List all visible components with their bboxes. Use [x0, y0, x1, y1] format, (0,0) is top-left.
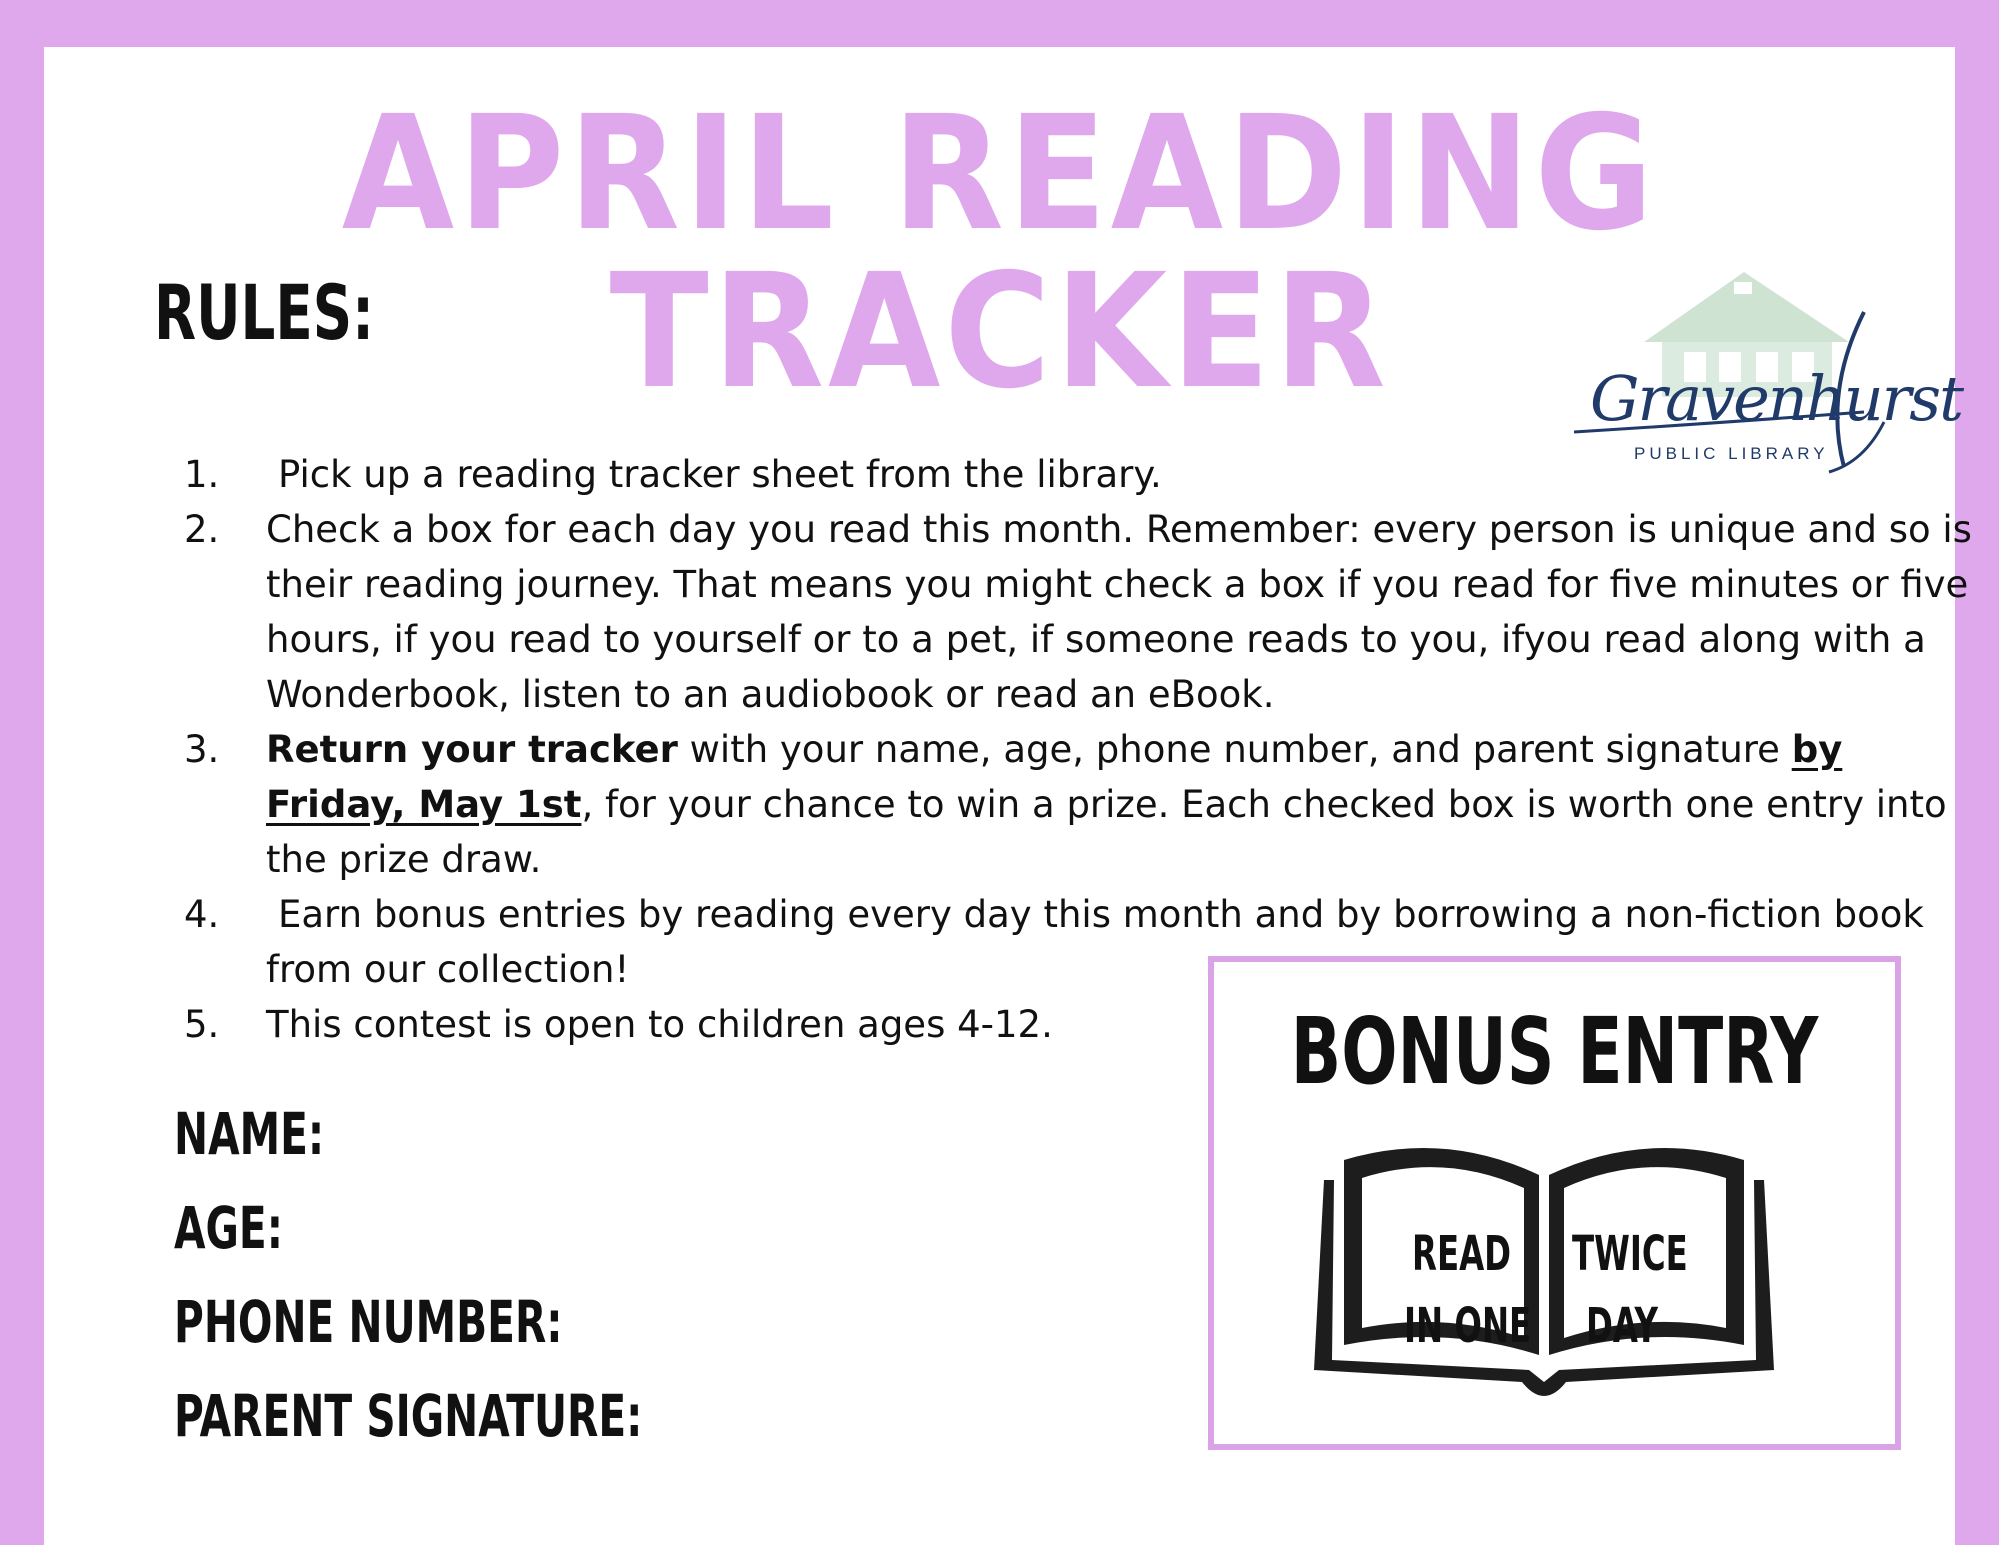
signature-field-label: PARENT SIGNATURE:: [174, 1382, 643, 1450]
rule-number: 2.: [184, 508, 220, 551]
open-book-icon: [1304, 1120, 1784, 1420]
age-field-label: AGE:: [174, 1194, 283, 1262]
rule-bold-text: Return your tracker: [266, 728, 678, 771]
book-word-in-one: IN ONE: [1404, 1298, 1532, 1354]
rule-item: [184, 447, 1974, 502]
bonus-title: BONUS ENTRY: [1290, 998, 1819, 1105]
rule-item: [184, 722, 1974, 887]
rule-number: 1.: [184, 453, 220, 496]
book-word-day: DAY: [1586, 1298, 1658, 1354]
open-book: [1304, 1120, 1784, 1420]
rule-mid-text: with your name, age, phone number, and parent signature: [677, 728, 1792, 771]
deadline-text: by Friday, May 1st: [266, 728, 1843, 826]
bonus-entry-box: [1208, 956, 1901, 1450]
rule-end-text: , for your chance to win a prize. Each checked box is worth one entry into the prize draw.: [266, 783, 1947, 881]
book-word-twice: TWICE: [1572, 1226, 1688, 1282]
rule-text: [266, 728, 1947, 881]
rule-number: 5.: [184, 1003, 220, 1046]
page-title: APRIL READING TRACKER: [341, 82, 1658, 424]
name-field-label: NAME:: [174, 1100, 325, 1168]
logo-script-text: Gravenhurst: [1590, 362, 1963, 435]
logo-subtitle: PUBLIC LIBRARY: [1634, 444, 1829, 463]
rule-item: [184, 502, 1974, 722]
rules-heading: RULES:: [154, 268, 375, 357]
phone-field-label: PHONE NUMBER:: [174, 1288, 563, 1356]
rule-text: Check a box for each day you read this month. Remember: every person is unique and so is their reading journey. That means you might check a box if you read for five minutes or five hours, if you read to yourself or to a pet, if someone reads to you, ifyou read along with a Wonderbook, listen to an audiobook or read an eBook.: [266, 508, 1972, 716]
rule-number: 4.: [184, 893, 220, 936]
rule-text: This contest is open to children ages 4-12.: [266, 1003, 1053, 1046]
rule-text: Earn bonus entries by reading every day this month and by borrowing a non-fiction book from our collection!: [266, 893, 1924, 991]
rule-number: 3.: [184, 728, 220, 771]
book-word-read: READ: [1412, 1226, 1512, 1282]
rule-text: Pick up a reading tracker sheet from the library.: [278, 453, 1162, 496]
